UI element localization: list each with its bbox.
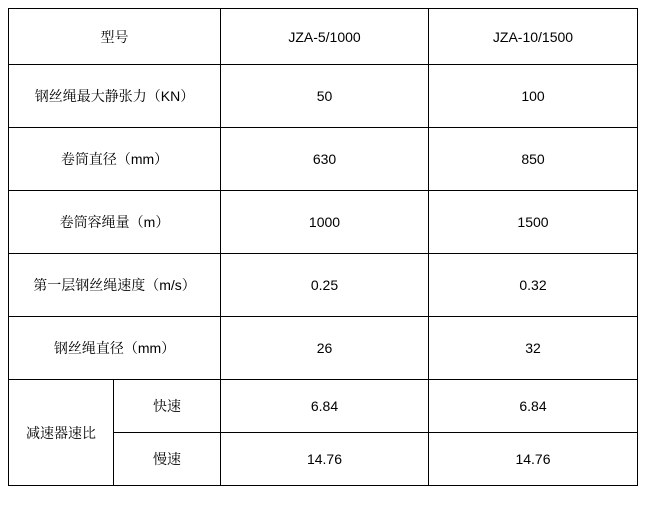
- row-value-slow-model-1: 14.76: [221, 433, 429, 486]
- table-row: [9, 65, 638, 128]
- row-value-fast-model-1: 6.84: [221, 380, 429, 433]
- table-row: [9, 128, 638, 191]
- row-label-rope-diameter: 钢丝绳直径（mm）: [9, 317, 221, 380]
- row-label-drum-diameter: 卷筒直径（mm）: [9, 128, 221, 191]
- row-value-slow-model-2: 14.76: [429, 433, 638, 486]
- row-value-drum-diameter-model-2: 850: [429, 128, 638, 191]
- row-label-max-static-tension: 钢丝绳最大静张力（KN）: [9, 65, 221, 128]
- header-model-1-cell: JZA-5/1000: [221, 9, 429, 65]
- table-row: [9, 317, 638, 380]
- row-value-fast-model-2: 6.84: [429, 380, 638, 433]
- table-row: [9, 254, 638, 317]
- row-value-max-static-tension-model-1: 50: [221, 65, 429, 128]
- row-value-first-layer-speed-model-1: 0.25: [221, 254, 429, 317]
- header-model-2-cell: JZA-10/1500: [429, 9, 638, 65]
- table-header-row: [9, 9, 638, 65]
- header-label-cell: 型号: [9, 9, 221, 65]
- row-value-rope-capacity-model-2: 1500: [429, 191, 638, 254]
- row-value-rope-capacity-model-1: 1000: [221, 191, 429, 254]
- row-label-rope-capacity: 卷筒容绳量（m）: [9, 191, 221, 254]
- row-value-rope-diameter-model-1: 26: [221, 317, 429, 380]
- winch-specification-table: [8, 8, 638, 486]
- row-value-drum-diameter-model-1: 630: [221, 128, 429, 191]
- table-row: [9, 191, 638, 254]
- row-label-first-layer-speed: 第一层钢丝绳速度（m/s）: [9, 254, 221, 317]
- row-label-gear-ratio: 减速器速比: [9, 380, 114, 486]
- row-value-first-layer-speed-model-2: 0.32: [429, 254, 638, 317]
- table-row-gear-ratio-fast: [9, 380, 638, 433]
- row-sublabel-fast: 快速: [114, 380, 221, 433]
- row-sublabel-slow: 慢速: [114, 433, 221, 486]
- row-value-rope-diameter-model-2: 32: [429, 317, 638, 380]
- row-value-max-static-tension-model-2: 100: [429, 65, 638, 128]
